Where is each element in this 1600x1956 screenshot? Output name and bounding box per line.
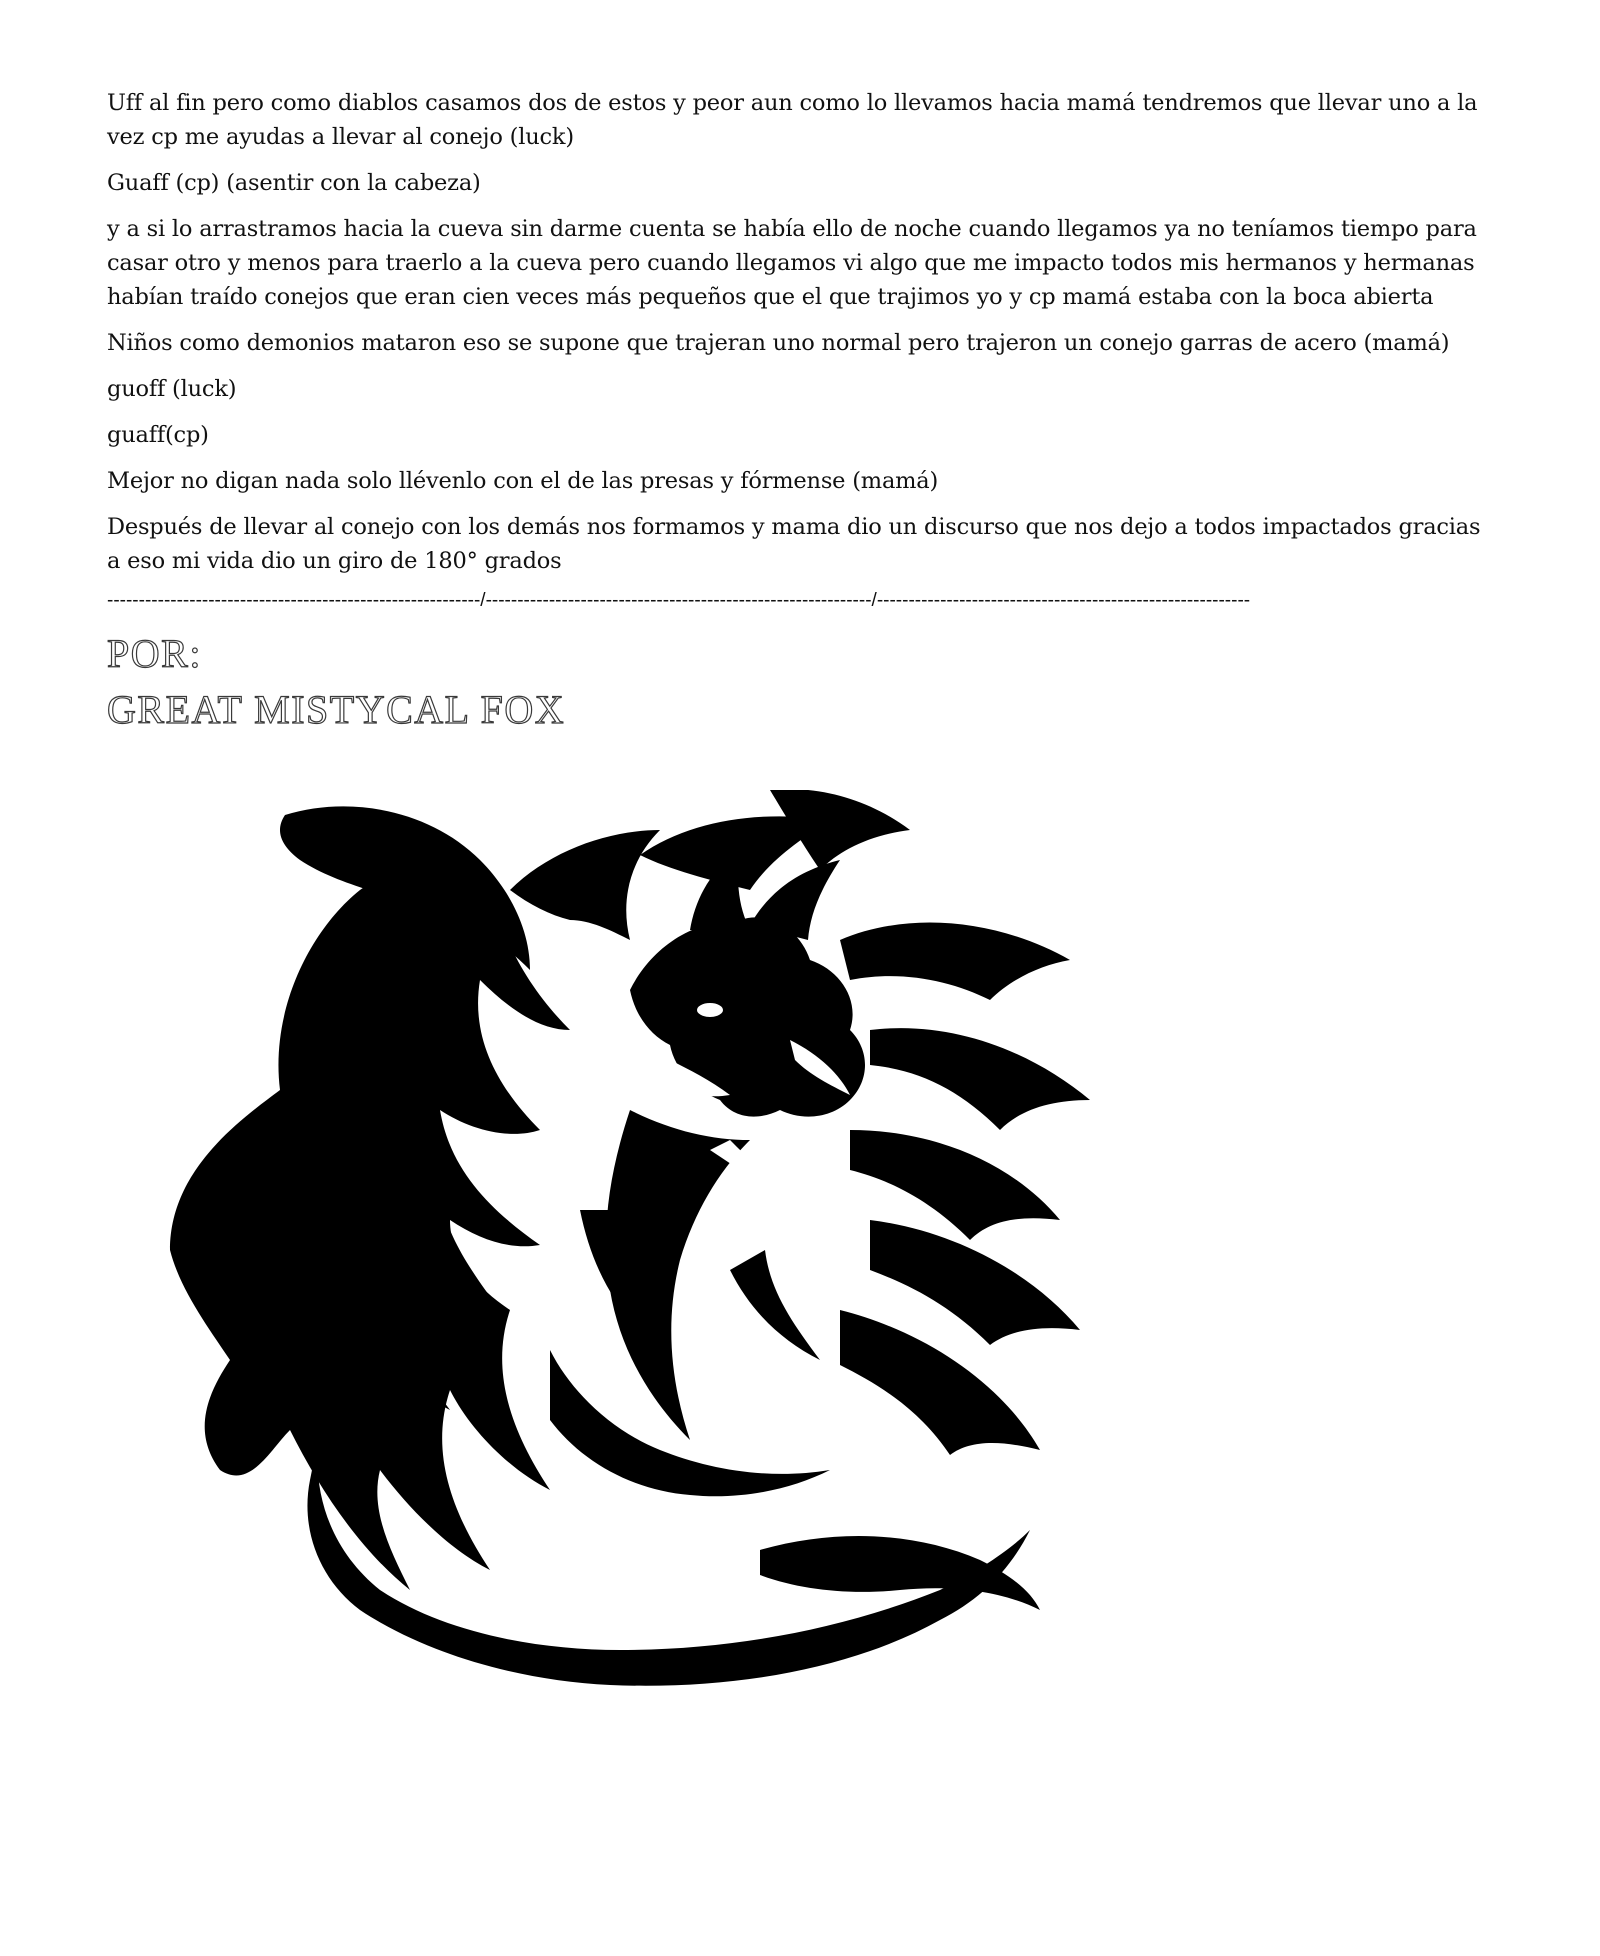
- author-name: GREAT MISTYCAL FOX: [107, 687, 566, 732]
- fox-illustration: [150, 790, 1420, 1710]
- story-text: [107, 86, 1497, 738]
- paragraph: Después de llevar al conejo con los demás nos formamos y mama dio un discurso que nos dejo a todos impactados gracias a eso mi vida dio un giro de 180° grados: [107, 514, 1481, 574]
- section-separator: -----------------------------------------------------------/-------------------------------------------------------------/-----------------------------------------------------------: [107, 590, 1251, 611]
- paragraph: guaff(cp): [107, 422, 209, 448]
- nine-tailed-fox-icon: [150, 790, 1420, 1710]
- paragraph: y a si lo arrastramos hacia la cueva sin darme cuenta se había ello de noche cuando llegamos ya no teníamos tiempo para casar otro y menos para traerlo a la cueva pero cuando llegamos vi algo que me impacto todos mis hermanos y hermanas habían traído conejos que eran cien veces más pequeños que el que trajimos yo y cp mamá estaba con la boca abierta: [107, 216, 1477, 310]
- paragraph: guoff (luck): [107, 376, 237, 402]
- paragraph: Niños como demonios mataron eso se supone que trajeran uno normal pero trajeron un conejo garras de acero (mamá): [107, 330, 1450, 356]
- paragraph: Uff al fin pero como diablos casamos dos de estos y peor aun como lo llevamos hacia mamá tendremos que llevar uno a la vez cp me ayudas a llevar al conejo (luck): [107, 90, 1478, 150]
- paragraph: Mejor no digan nada solo llévenlo con el de las presas y fórmense (mamá): [107, 468, 939, 494]
- paragraph: Guaff (cp) (asentir con la cabeza): [107, 170, 481, 196]
- author-by-label: POR:: [107, 631, 202, 676]
